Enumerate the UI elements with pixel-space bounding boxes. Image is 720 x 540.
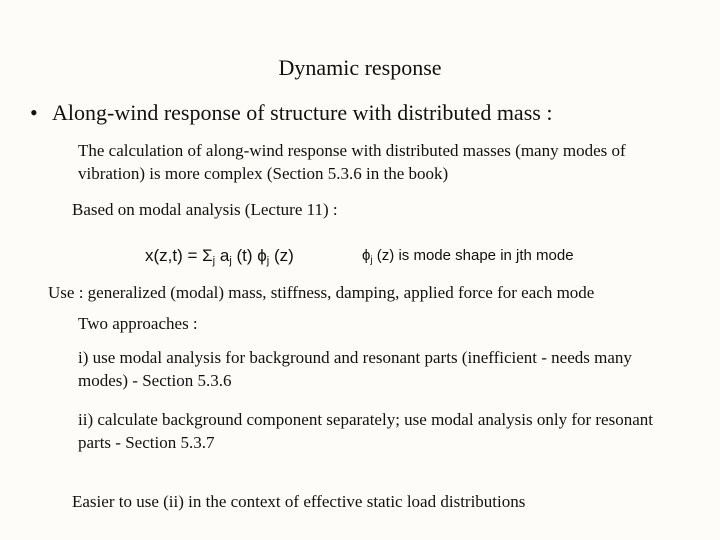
formula-z: (z) bbox=[269, 246, 294, 265]
note-phi: ϕ bbox=[362, 247, 371, 264]
formula-lhs: x(z,t) = bbox=[145, 246, 203, 265]
formula-sigma-subscript: j bbox=[212, 255, 216, 267]
mode-shape-note bbox=[362, 247, 574, 266]
note-text: (z) is mode shape in jth mode bbox=[372, 247, 574, 264]
slide-title: Dynamic response bbox=[278, 55, 442, 80]
modal-basis-line: Based on modal analysis (Lecture 11) : bbox=[72, 200, 338, 219]
bullet-text: Along-wind response of structure with distributed mass : bbox=[52, 100, 553, 125]
approaches-heading: Two approaches : bbox=[78, 314, 198, 333]
formula-a: a bbox=[215, 246, 230, 265]
conclusion-line: Easier to use (ii) in the context of effective static load distributions bbox=[72, 492, 526, 511]
approach-1-paragraph: i) use modal analysis for background and resonant parts (inefficient - needs many modes) - Section 5.3.6 bbox=[78, 348, 632, 390]
formula-phi-subscript: j bbox=[266, 255, 270, 267]
bullet-dot-icon: • bbox=[30, 100, 38, 125]
modal-expansion-formula bbox=[145, 246, 294, 267]
main-bullet bbox=[30, 100, 552, 126]
approach-2-paragraph: ii) calculate background component separately; use modal analysis only for resonant parts - Section 5.3.7 bbox=[78, 410, 653, 452]
use-line: Use : generalized (modal) mass, stiffness, damping, applied force for each mode bbox=[48, 283, 595, 302]
formula-a-subscript: j bbox=[229, 255, 232, 267]
formula-phi: ϕ bbox=[257, 246, 267, 265]
calculation-paragraph: The calculation of along-wind response with distributed masses (many modes of vibration) is more complex (Section 5.3.6 in the book) bbox=[78, 141, 626, 183]
note-phi-subscript: j bbox=[370, 255, 373, 266]
formula-t: (t) bbox=[231, 246, 258, 265]
formula-sigma: Σ bbox=[202, 246, 213, 265]
